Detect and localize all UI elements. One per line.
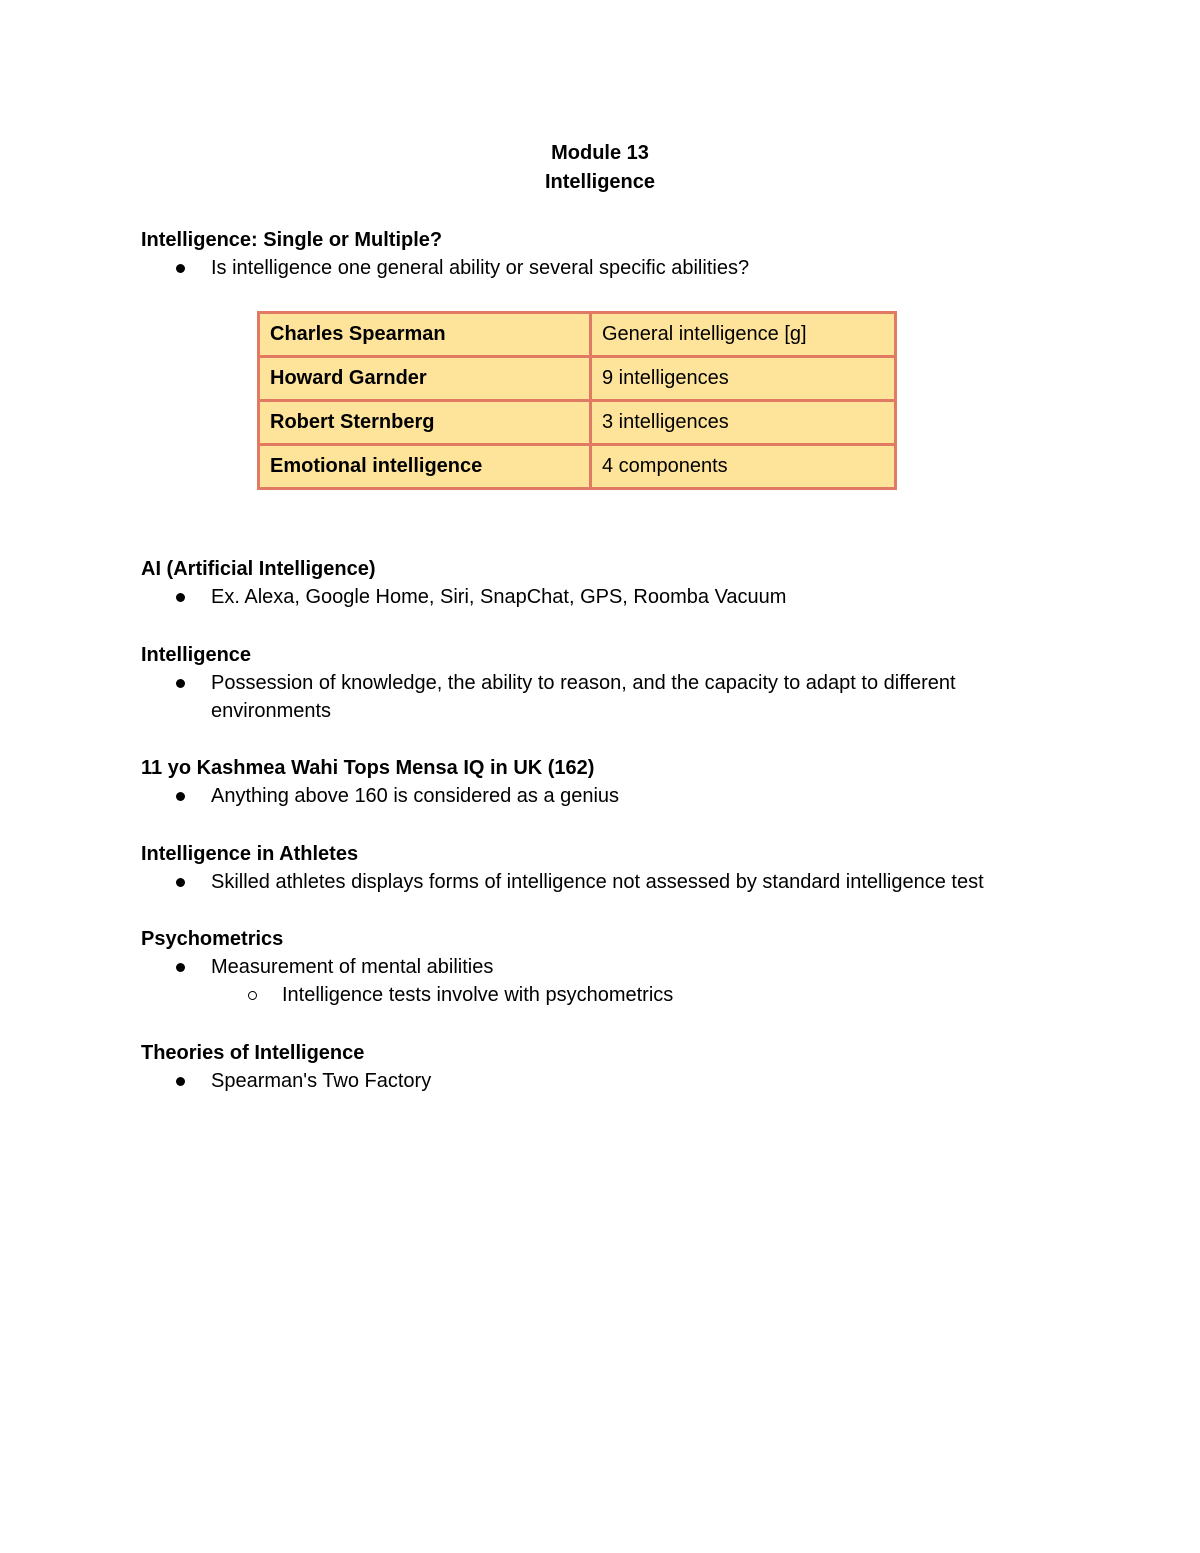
section-heading-single-multiple: Intelligence: Single or Multiple? [141,229,443,251]
section-heading-theories: Theories of Intelligence [141,1042,365,1064]
table-cell-value: 3 intelligences [591,401,896,445]
intelligence-theories-table [257,311,897,490]
table-cell-name: Charles Spearman [259,313,591,357]
list-item-text: Ex. Alexa, Google Home, Siri, SnapChat, GPS, Roomba Vacuum [211,586,787,608]
table-cell-value: General intelligence [g] [591,313,896,357]
bullet-icon [176,1077,185,1086]
bullet-icon [176,963,185,972]
list-item-text: Skilled athletes displays forms of intelligence not assessed by standard intelligence test [211,871,984,893]
list-item-text: Is intelligence one general ability or several specific abilities? [211,257,750,279]
hollow-bullet-icon [248,991,257,1000]
list-item-text: Measurement of mental abilities [211,956,494,978]
table-row [259,313,896,357]
list-item-text: Possession of knowledge, the ability to reason, and the capacity to adapt to different environments [211,672,956,722]
bullet-icon [176,792,185,801]
bullet-icon [176,878,185,887]
table-cell-value: 9 intelligences [591,357,896,401]
table-cell-value: 4 components [591,445,896,489]
table-cell-name: Howard Garnder [259,357,591,401]
table-row [259,357,896,401]
table-cell-name: Robert Sternberg [259,401,591,445]
list-item-text: Anything above 160 is considered as a genius [211,785,620,807]
section-heading-mensa: 11 yo Kashmea Wahi Tops Mensa IQ in UK (162) [141,757,595,779]
bullet-icon [176,593,185,602]
sub-list-item-text: Intelligence tests involve with psychometrics [282,984,674,1006]
list-item-text: Spearman's Two Factory [211,1070,432,1092]
table-row [259,401,896,445]
document-title: Module 13 [551,142,649,164]
bullet-icon [176,679,185,688]
section-heading-athletes: Intelligence in Athletes [141,843,359,865]
section-heading-intelligence: Intelligence [141,644,252,666]
document-subtitle: Intelligence [544,171,656,193]
section-heading-psychometrics: Psychometrics [141,928,284,950]
table-cell-name: Emotional intelligence [259,445,591,489]
bullet-icon [176,264,185,273]
table-row [259,445,896,489]
section-heading-ai: AI (Artificial Intelligence) [141,558,376,580]
